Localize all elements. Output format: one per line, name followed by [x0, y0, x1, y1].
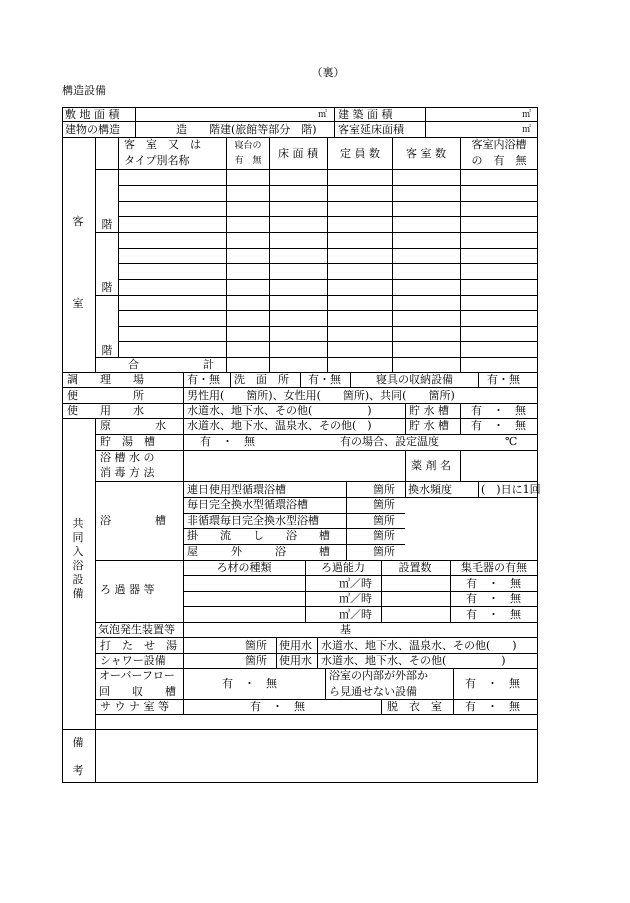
storage-tank-label: 貯 水 槽: [409, 419, 449, 432]
overflow-value: 有 ・ 無: [222, 677, 277, 690]
temp-label: 有の場合、設定温度: [340, 435, 439, 448]
washroom-value: 有・無: [308, 373, 341, 386]
hair-catcher: 集毛器の有無: [461, 561, 527, 574]
shower-places: 箇所: [245, 654, 267, 667]
col-bath-line2: の 有 無: [471, 154, 527, 167]
toilet-value: 男性用( 箇所)、女性用( 箇所)、共同( 箇所): [187, 389, 455, 402]
filter-capacity: ろ過能力: [321, 561, 365, 574]
visible-line1: 浴室の内部が外部か: [329, 669, 428, 682]
col-type-line1: 客 室 又 は: [124, 138, 201, 151]
tub-places-4: 箇所: [373, 545, 395, 558]
section-title: 構造設備: [62, 84, 106, 97]
kitchen-label: 調 理 場: [67, 373, 144, 386]
pour-places: 箇所: [245, 639, 267, 652]
tank-label: 貯 水 槽: [409, 404, 449, 417]
exchange-label: 換水頻度: [408, 483, 452, 496]
page-label: （裏）: [311, 66, 345, 79]
guestroom-floor-area-unit: ㎡: [522, 125, 532, 135]
tank-value: 有 ・ 無: [471, 404, 526, 417]
col-bath-line1: 客室内浴槽: [471, 138, 527, 151]
chemical-label: 薬 剤 名: [411, 459, 451, 472]
tub-places-3: 箇所: [373, 529, 395, 542]
bath-label-0: 共: [72, 517, 84, 530]
exchange-value: ( )日に1回: [481, 483, 541, 496]
bedding-value: 有・無: [487, 373, 520, 386]
tub-label: 浴 槽: [100, 514, 166, 527]
dressing-value: 有 ・ 無: [465, 700, 520, 713]
col-bed-line2: 有 無: [234, 156, 262, 166]
bath-label-5: 備: [72, 587, 84, 600]
structure-value: 造 階建(旅館等部分 階): [176, 123, 317, 136]
hair-yes-no-2: 有 ・ 無: [466, 592, 521, 605]
pour-label: 打 た せ 湯: [100, 639, 177, 652]
dressing-label: 脱 衣 室: [387, 700, 442, 713]
tub-type-0: 連日使用型循環浴槽: [187, 483, 286, 496]
rooms-label-bottom: 室: [72, 297, 84, 310]
tub-places-1: 箇所: [373, 498, 395, 511]
bath-label-3: 浴: [72, 559, 84, 572]
kitchen-value: 有・無: [187, 373, 220, 386]
tub-type-1: 毎日完全換水型循環浴槽: [187, 498, 308, 511]
building-area-unit: ㎡: [522, 110, 532, 120]
col-area: 床 面 積: [278, 147, 318, 160]
water-value: 水道水、地下水、その他( ): [187, 404, 372, 417]
bath-label-1: 同: [72, 531, 84, 544]
filter-material: ろ材の種類: [216, 561, 272, 574]
shower-water: 水道水、地下水、その他( ): [321, 654, 506, 667]
total-label-b: 計: [203, 358, 214, 371]
col-bed-line1: 寝台の: [234, 141, 262, 151]
bedding-label: 寝具の収納設備: [376, 373, 453, 386]
site-area-label: 敷 地 面 積: [65, 108, 120, 121]
overflow-line1: オーバーフロー: [99, 669, 175, 682]
disinfect-line2: 消 毒 方 法: [100, 466, 155, 479]
pour-use-water: 使用水: [279, 639, 312, 652]
storage-tank-value: 有 ・ 無: [471, 419, 526, 432]
filter-label: ろ 過 器 等: [100, 583, 155, 596]
overflow-line2: 回 収 槽: [99, 685, 176, 698]
flow-unit-3: ㎥／時: [339, 608, 372, 621]
tub-type-3: 掛 流 し 浴 槽: [187, 529, 330, 542]
building-area-label: 建 築 面 積: [338, 108, 393, 121]
tub-type-4: 屋 外 浴 槽: [187, 545, 330, 558]
site-area-unit: ㎡: [318, 110, 328, 120]
remarks-label-bottom: 考: [72, 764, 84, 777]
sauna-label: サ ウ ナ 室 等: [100, 700, 169, 713]
bath-label-2: 入: [72, 545, 84, 558]
remarks-label-top: 備: [72, 736, 84, 749]
filter-count: 設置数: [398, 561, 432, 574]
structure-label: 建物の構造: [65, 123, 120, 136]
hot-tank-label: 貯 湯 槽: [100, 435, 155, 448]
col-count: 客 室 数: [406, 147, 446, 160]
guestroom-floor-area-label: 客室延床面積: [338, 123, 404, 136]
temp-unit: ℃: [505, 435, 518, 448]
floor-label-3: 階: [101, 344, 113, 357]
floor-label-2: 階: [101, 281, 113, 294]
bubble-label: 気泡発生装置等: [98, 623, 175, 636]
col-capacity: 定 員 数: [340, 147, 380, 160]
tub-places-0: 箇所: [373, 483, 395, 496]
floor-label-1: 階: [101, 218, 113, 231]
shower-use-water: 使用水: [279, 654, 312, 667]
rooms-label-top: 客: [72, 215, 84, 228]
total-label-a: 合: [128, 358, 139, 371]
flow-unit-2: ㎥／時: [339, 592, 372, 605]
washroom-label: 洗 面 所: [234, 373, 289, 386]
flow-unit-1: ㎥／時: [339, 577, 372, 590]
bath-label-4: 設: [72, 573, 84, 586]
tub-type-2: 非循環毎日完全換水型浴槽: [187, 514, 319, 527]
water-label: 使 用 水: [67, 404, 144, 417]
source-label: 原 水: [100, 419, 166, 432]
hot-tank-value: 有 ・ 無: [200, 435, 255, 448]
source-value: 水道水、地下水、温泉水、その他( ): [187, 419, 372, 432]
disinfect-line1: 浴 槽 水 の: [100, 451, 155, 464]
visible-line2: ら見通せない設備: [329, 685, 417, 698]
col-type-line2: タイプ別名称: [124, 154, 190, 167]
bubble-unit: 基: [340, 623, 351, 636]
pour-water: 水道水、地下水、温泉水、その他( ): [321, 639, 517, 652]
visible-value: 有 ・ 無: [465, 677, 520, 690]
hair-yes-no-3: 有 ・ 無: [466, 608, 521, 621]
tub-places-2: 箇所: [373, 514, 395, 527]
shower-label: シャワー設備: [100, 654, 166, 667]
toilet-label: 便 所: [67, 389, 144, 402]
sauna-value: 有 ・ 無: [250, 700, 305, 713]
hair-yes-no-1: 有 ・ 無: [466, 577, 521, 590]
